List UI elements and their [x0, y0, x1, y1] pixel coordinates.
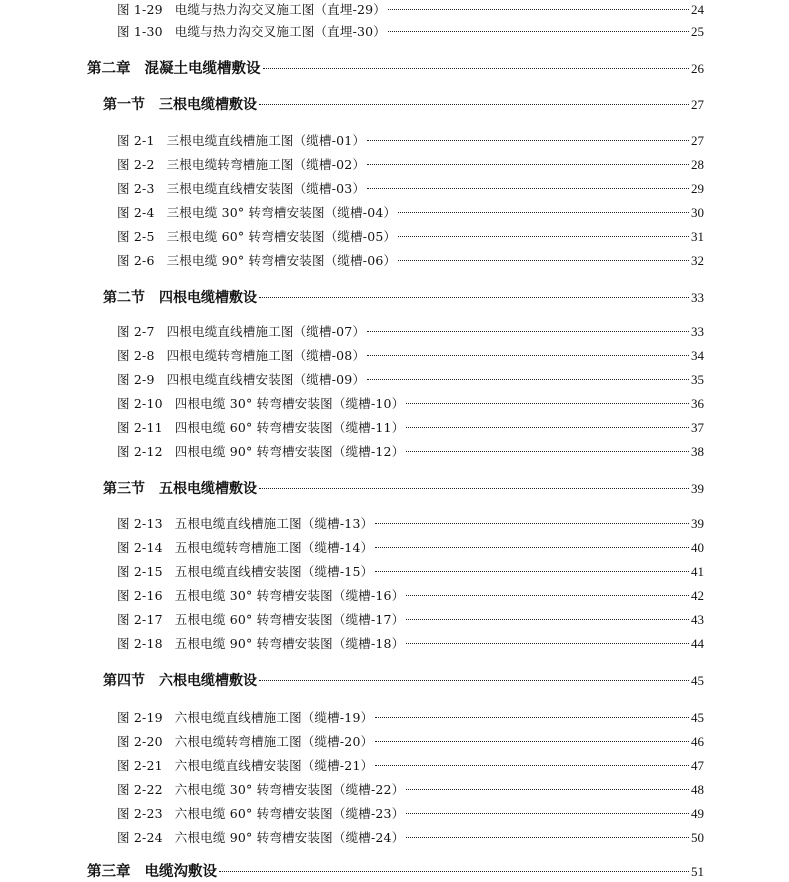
figure-number: 图 2-18 — [117, 636, 163, 651]
toc-entry[interactable] — [117, 804, 704, 824]
dot-leader — [259, 680, 689, 681]
toc-entry[interactable] — [117, 227, 704, 247]
entry-title: 三根电缆 30° 转弯槽安装图（缆槽-04） — [166, 205, 397, 220]
entry-title: 电缆与热力沟交叉施工图（直埋-29） — [174, 2, 386, 17]
figure-number: 图 2-5 — [117, 229, 155, 244]
page-number: 32 — [691, 253, 704, 268]
entry-title: 五根电缆直线槽施工图（缆槽-13） — [174, 516, 374, 531]
toc-entry[interactable] — [117, 346, 704, 366]
page-number: 25 — [691, 24, 704, 39]
figure-number: 图 2-13 — [117, 516, 163, 531]
entry-title: 四根电缆直线槽安装图（缆槽-09） — [166, 372, 366, 387]
entry-title: 四根电缆直线槽施工图（缆槽-07） — [166, 324, 366, 339]
dot-leader — [259, 488, 689, 489]
dot-leader — [219, 871, 689, 872]
section-label: 第四节 — [103, 673, 145, 689]
page-number: 42 — [691, 588, 704, 603]
toc-entry[interactable] — [117, 586, 704, 606]
entry-title: 六根电缆 90° 转弯槽安装图（缆槽-24） — [174, 830, 405, 845]
toc-entry[interactable] — [117, 418, 704, 438]
page-number: 30 — [691, 205, 704, 220]
page-number: 29 — [691, 181, 704, 196]
toc-entry[interactable] — [117, 538, 704, 558]
chapter-heading[interactable] — [87, 862, 704, 882]
toc-entry[interactable] — [117, 251, 704, 271]
figure-number: 图 2-24 — [117, 830, 163, 845]
figure-number: 图 2-8 — [117, 348, 155, 363]
dot-leader — [375, 741, 689, 742]
section-title: 六根电缆槽敷设 — [159, 673, 257, 689]
dot-leader — [263, 68, 690, 69]
toc-entry[interactable] — [117, 828, 704, 848]
figure-number: 图 2-17 — [117, 612, 163, 627]
figure-number: 图 2-19 — [117, 710, 163, 725]
dot-leader — [406, 451, 689, 452]
dot-leader — [398, 236, 689, 237]
entry-title: 六根电缆 60° 转弯槽安装图（缆槽-23） — [174, 806, 405, 821]
entry-title: 五根电缆 60° 转弯槽安装图（缆槽-17） — [174, 612, 405, 627]
page-number: 35 — [691, 372, 704, 387]
dot-leader — [375, 717, 689, 718]
page-number: 33 — [691, 290, 704, 305]
entry-title: 六根电缆直线槽安装图（缆槽-21） — [174, 758, 374, 773]
dot-leader — [375, 523, 689, 524]
entry-title: 六根电缆转弯槽施工图（缆槽-20） — [174, 734, 374, 749]
page-number: 24 — [691, 2, 704, 17]
entry-title: 三根电缆 90° 转弯槽安装图（缆槽-06） — [166, 253, 397, 268]
page-number: 36 — [691, 396, 704, 411]
entry-title: 四根电缆 30° 转弯槽安装图（缆槽-10） — [174, 396, 405, 411]
section-title: 四根电缆槽敷设 — [159, 290, 257, 306]
figure-number: 图 2-23 — [117, 806, 163, 821]
dot-leader — [367, 140, 689, 141]
entry-title: 四根电缆 90° 转弯槽安装图（缆槽-12） — [174, 444, 405, 459]
figure-number: 图 2-10 — [117, 396, 163, 411]
page-number: 45 — [691, 673, 704, 688]
figure-number: 图 1-30 — [117, 24, 163, 39]
chapter-heading[interactable] — [87, 59, 704, 79]
toc-entry[interactable] — [117, 394, 704, 414]
page-number: 40 — [691, 540, 704, 555]
toc-entry[interactable] — [117, 0, 704, 20]
dot-leader — [406, 789, 689, 790]
toc-entry[interactable] — [117, 442, 704, 462]
chapter-title: 混凝土电缆槽敷设 — [144, 60, 261, 77]
chapter-label: 第三章 — [87, 863, 131, 880]
toc-entry[interactable] — [117, 155, 704, 175]
dot-leader — [367, 188, 689, 189]
figure-number: 图 1-29 — [117, 2, 163, 17]
page-number: 26 — [691, 61, 704, 76]
figure-number: 图 2-22 — [117, 782, 163, 797]
figure-number: 图 2-7 — [117, 324, 155, 339]
page-number: 49 — [691, 806, 704, 821]
dot-leader — [367, 164, 689, 165]
toc-entry[interactable] — [117, 562, 704, 582]
page-number: 47 — [691, 758, 704, 773]
entry-title: 三根电缆直线槽安装图（缆槽-03） — [166, 181, 366, 196]
dot-leader — [406, 595, 689, 596]
entry-title: 六根电缆直线槽施工图（缆槽-19） — [174, 710, 374, 725]
toc-entry[interactable] — [117, 370, 704, 390]
figure-number: 图 2-6 — [117, 253, 155, 268]
page-number: 34 — [691, 348, 704, 363]
entry-title: 五根电缆转弯槽施工图（缆槽-14） — [174, 540, 374, 555]
dot-leader — [367, 355, 689, 356]
page-number: 27 — [691, 97, 704, 112]
toc-entry[interactable] — [117, 756, 704, 776]
entry-title: 五根电缆 30° 转弯槽安装图（缆槽-16） — [174, 588, 405, 603]
toc-entry[interactable] — [117, 514, 704, 534]
section-heading[interactable] — [103, 288, 704, 308]
dot-leader — [367, 331, 689, 332]
section-heading[interactable] — [103, 479, 704, 499]
page-number: 50 — [691, 830, 704, 845]
figure-number: 图 2-11 — [117, 420, 163, 435]
entry-title: 三根电缆转弯槽施工图（缆槽-02） — [166, 157, 366, 172]
entry-title: 四根电缆转弯槽施工图（缆槽-08） — [166, 348, 366, 363]
page-number: 28 — [691, 157, 704, 172]
dot-leader — [375, 547, 689, 548]
page-number: 43 — [691, 612, 704, 627]
section-heading[interactable] — [103, 95, 704, 115]
figure-number: 图 2-12 — [117, 444, 163, 459]
entry-title: 五根电缆直线槽安装图（缆槽-15） — [174, 564, 374, 579]
entry-title: 三根电缆 60° 转弯槽安装图（缆槽-05） — [166, 229, 397, 244]
section-title: 五根电缆槽敷设 — [159, 481, 257, 497]
page-number: 44 — [691, 636, 704, 651]
toc-entry[interactable] — [117, 634, 704, 654]
chapter-label: 第二章 — [87, 60, 131, 77]
page-number: 45 — [691, 710, 704, 725]
dot-leader — [406, 619, 689, 620]
dot-leader — [406, 403, 689, 404]
figure-number: 图 2-20 — [117, 734, 163, 749]
section-title: 三根电缆槽敷设 — [159, 97, 257, 113]
toc-entry[interactable] — [117, 708, 704, 728]
figure-number: 图 2-3 — [117, 181, 155, 196]
dot-leader — [398, 260, 689, 261]
figure-number: 图 2-2 — [117, 157, 155, 172]
entry-title: 三根电缆直线槽施工图（缆槽-01） — [166, 133, 366, 148]
dot-leader — [398, 212, 689, 213]
entry-title: 四根电缆 60° 转弯槽安装图（缆槽-11） — [174, 420, 405, 435]
dot-leader — [388, 31, 689, 32]
figure-number: 图 2-9 — [117, 372, 155, 387]
page-number: 38 — [691, 444, 704, 459]
toc-entry[interactable] — [117, 732, 704, 752]
toc-entry[interactable] — [117, 179, 704, 199]
dot-leader — [406, 813, 689, 814]
figure-number: 图 2-15 — [117, 564, 163, 579]
section-label: 第三节 — [103, 481, 145, 497]
figure-number: 图 2-14 — [117, 540, 163, 555]
figure-number: 图 2-21 — [117, 758, 163, 773]
page-number: 39 — [691, 516, 704, 531]
page-number: 31 — [691, 229, 704, 244]
entry-title: 六根电缆 30° 转弯槽安装图（缆槽-22） — [174, 782, 405, 797]
toc-entry[interactable] — [117, 131, 704, 151]
chapter-title: 电缆沟敷设 — [144, 863, 217, 880]
dot-leader — [406, 427, 689, 428]
dot-leader — [259, 104, 689, 105]
section-heading[interactable] — [103, 671, 704, 691]
page-number: 51 — [691, 864, 704, 879]
figure-number: 图 2-4 — [117, 205, 155, 220]
dot-leader — [406, 837, 689, 838]
page-number: 48 — [691, 782, 704, 797]
page-number: 27 — [691, 133, 704, 148]
page-number: 37 — [691, 420, 704, 435]
toc-entry[interactable] — [117, 22, 704, 42]
page-number: 41 — [691, 564, 704, 579]
page-number: 33 — [691, 324, 704, 339]
section-label: 第一节 — [103, 97, 145, 113]
dot-leader — [375, 765, 689, 766]
toc-entry[interactable] — [117, 610, 704, 630]
dot-leader — [406, 643, 689, 644]
entry-title: 五根电缆 90° 转弯槽安装图（缆槽-18） — [174, 636, 405, 651]
dot-leader — [259, 297, 689, 298]
entry-title: 电缆与热力沟交叉施工图（直埋-30） — [174, 24, 386, 39]
toc-entry[interactable] — [117, 322, 704, 342]
dot-leader — [388, 9, 689, 10]
toc-entry[interactable] — [117, 780, 704, 800]
dot-leader — [375, 571, 689, 572]
figure-number: 图 2-1 — [117, 133, 155, 148]
section-label: 第二节 — [103, 290, 145, 306]
dot-leader — [367, 379, 689, 380]
figure-number: 图 2-16 — [117, 588, 163, 603]
toc-entry[interactable] — [117, 203, 704, 223]
page-number: 46 — [691, 734, 704, 749]
page-number: 39 — [691, 481, 704, 496]
